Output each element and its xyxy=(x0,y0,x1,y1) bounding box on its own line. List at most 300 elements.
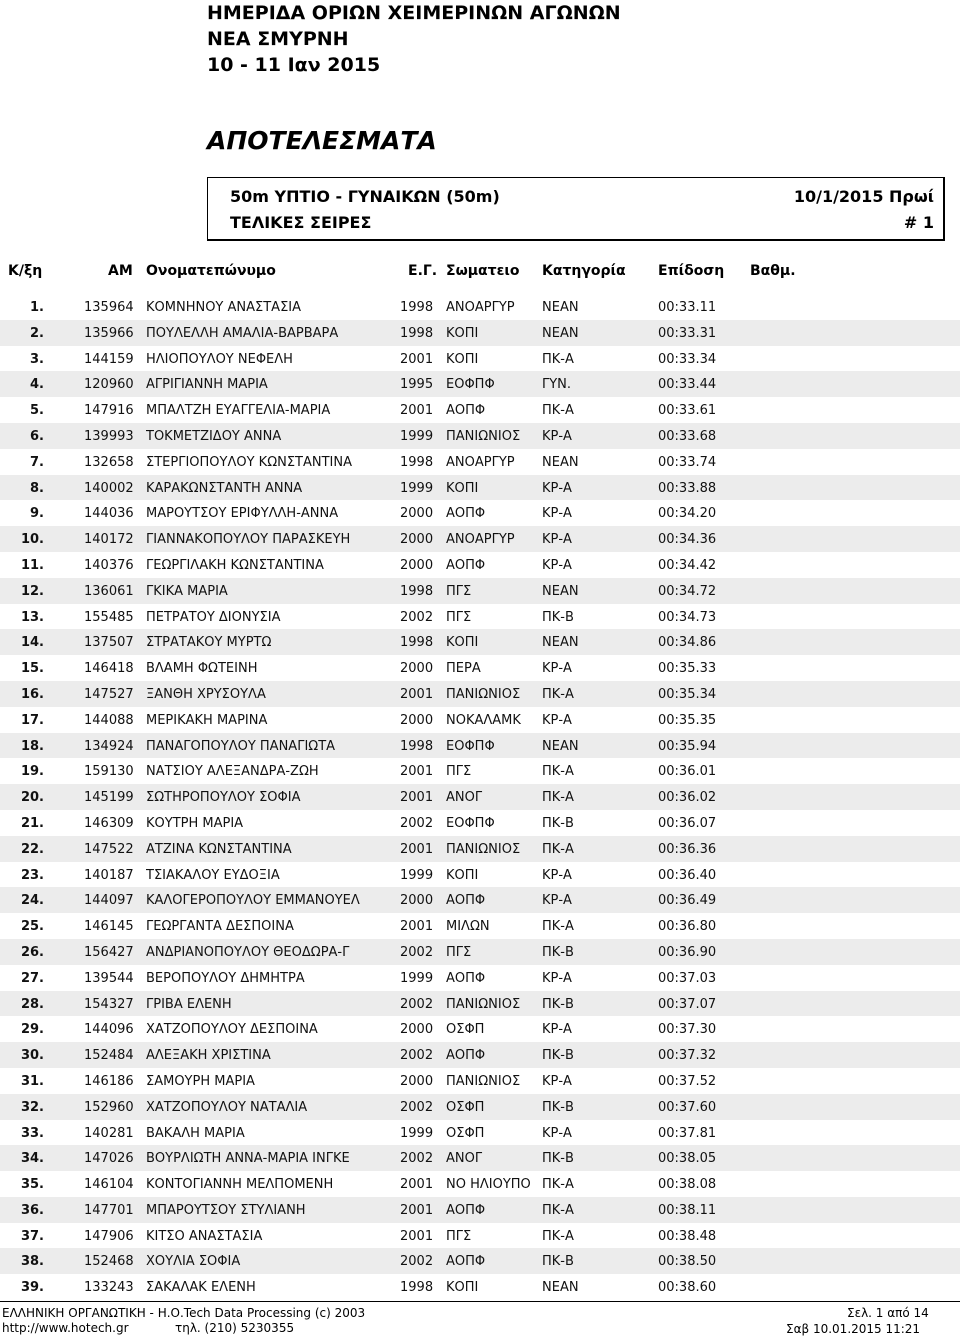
result-am: 146186 xyxy=(84,1073,134,1089)
result-time: 00:37.32 xyxy=(658,1048,717,1064)
result-name: ΣΑΜΟΥΡΗ ΜΑΡΙΑ xyxy=(146,1073,255,1089)
result-category: ΠΚ-Α xyxy=(542,1177,574,1193)
table-row xyxy=(0,294,960,320)
result-year: 1998 xyxy=(400,454,434,470)
result-time: 00:33.31 xyxy=(658,325,717,341)
result-category: ΚΡ-Α xyxy=(542,970,572,986)
result-pos: 39. xyxy=(20,1280,44,1296)
result-category: ΠΚ-Β xyxy=(542,815,574,831)
result-pos: 25. xyxy=(20,919,44,935)
result-am: 133243 xyxy=(84,1280,134,1296)
result-time: 00:34.36 xyxy=(658,532,717,548)
result-category: ΠΚ-Α xyxy=(542,841,574,857)
result-category: ΝΕΑΝ xyxy=(542,325,579,341)
table-row xyxy=(0,836,960,862)
result-name: ΚΟΜΝΗΝΟΥ ΑΝΑΣΤΑΣΙΑ xyxy=(146,300,302,315)
result-club: ΟΣΦΠ xyxy=(446,1022,485,1038)
result-am: 144088 xyxy=(84,712,134,728)
table-row xyxy=(0,733,960,759)
table-row xyxy=(0,346,960,372)
result-time: 00:37.52 xyxy=(658,1073,717,1089)
result-year: 2000 xyxy=(400,532,434,548)
result-year: 2000 xyxy=(400,1073,434,1089)
result-time: 00:35.35 xyxy=(658,712,717,728)
result-am: 140002 xyxy=(84,480,134,496)
result-year: 1999 xyxy=(400,867,434,883)
result-am: 154327 xyxy=(84,996,134,1012)
result-am: 146145 xyxy=(84,919,134,935)
result-time: 00:38.60 xyxy=(658,1280,717,1296)
results-heading: ΑΠΟΤΕΛΕΣΜΑΤΑ xyxy=(207,126,437,155)
result-category: ΠΚ-Α xyxy=(542,403,574,419)
result-name: ΚΑΛΟΓΕΡΟΠΟΥΛΟΥ ΕΜΜΑΝΟΥΕΛ xyxy=(146,893,360,909)
result-pos: 8. xyxy=(30,480,44,496)
result-category: ΠΚ-Α xyxy=(542,686,574,702)
result-time: 00:34.20 xyxy=(658,506,717,522)
result-club: ΑΟΠΦ xyxy=(446,1254,486,1270)
result-am: 156427 xyxy=(84,944,134,960)
result-year: 2000 xyxy=(400,661,434,677)
result-year: 1999 xyxy=(400,480,434,496)
result-name: ΓΕΩΡΓΑΝΤΑ ΔΕΣΠΟΙΝΑ xyxy=(146,919,294,935)
result-am: 155485 xyxy=(84,609,134,625)
result-category: ΠΚ-Β xyxy=(542,1151,574,1167)
table-row xyxy=(0,500,960,526)
result-year: 1998 xyxy=(400,300,434,315)
result-time: 00:34.86 xyxy=(658,635,717,651)
result-club: ΑΟΠΦ xyxy=(446,403,486,419)
result-year: 1998 xyxy=(400,738,434,754)
result-category: ΝΕΑΝ xyxy=(542,454,579,470)
result-time: 00:36.02 xyxy=(658,790,717,806)
result-pos: 37. xyxy=(20,1228,44,1244)
result-name: ΚΙΤΣΟ ΑΝΑΣΤΑΣΙΑ xyxy=(146,1228,263,1244)
result-category: ΠΚ-Β xyxy=(542,996,574,1012)
result-club: ΠΓΣ xyxy=(446,944,472,960)
result-pos: 28. xyxy=(20,996,44,1012)
result-am: 147026 xyxy=(84,1151,134,1167)
result-year: 2001 xyxy=(400,403,434,419)
result-category: ΠΚ-Β xyxy=(542,944,574,960)
result-pos: 6. xyxy=(30,428,44,444)
table-row xyxy=(0,965,960,991)
result-year: 1998 xyxy=(400,635,434,651)
result-year: 1998 xyxy=(400,325,434,341)
result-pos: 15. xyxy=(20,661,44,677)
result-name: ΞΑΝΘΗ ΧΡΥΣΟΥΛΑ xyxy=(146,686,266,702)
result-club: ΠΑΝΙΩΝΙΟΣ xyxy=(446,686,521,702)
result-club: ΕΟΦΠΦ xyxy=(446,377,495,393)
result-club: ΚΟΠΙ xyxy=(446,867,479,883)
result-name: ΣΑΚΑΛΑΚ ΕΛΕΝΗ xyxy=(146,1280,256,1296)
result-time: 00:37.03 xyxy=(658,970,717,986)
result-name: ΧΑΤΖΟΠΟΥΛΟΥ ΔΕΣΠΟΙΝΑ xyxy=(146,1022,318,1038)
result-year: 1999 xyxy=(400,1125,434,1141)
table-row xyxy=(0,758,960,784)
result-category: ΚΡ-Α xyxy=(542,428,572,444)
result-category: ΠΚ-Α xyxy=(542,764,574,780)
footer-url: http://www.hotech.gr xyxy=(2,1321,129,1335)
result-am: 139544 xyxy=(84,970,134,986)
result-time: 00:37.60 xyxy=(658,1099,717,1115)
result-time: 00:35.94 xyxy=(658,738,717,754)
table-row xyxy=(0,1042,960,1068)
result-time: 00:36.07 xyxy=(658,815,717,831)
result-pos: 30. xyxy=(20,1048,44,1064)
result-am: 152960 xyxy=(84,1099,134,1115)
table-row xyxy=(0,939,960,965)
result-pos: 1. xyxy=(30,300,44,315)
result-club: ΑΟΠΦ xyxy=(446,506,486,522)
table-row xyxy=(0,1274,960,1300)
result-time: 00:33.34 xyxy=(658,351,717,367)
result-club: ΚΟΠΙ xyxy=(446,480,479,496)
result-name: ΚΟΝΤΟΓΙΑΝΝΗ ΜΕΛΠΟΜΕΝΗ xyxy=(146,1177,334,1193)
table-row xyxy=(0,681,960,707)
col-club: Σωματειο xyxy=(446,263,520,279)
result-club: ΑΝΟΓ xyxy=(446,1151,483,1167)
result-am: 146418 xyxy=(84,661,134,677)
result-pos: 20. xyxy=(20,790,44,806)
result-club: ΑΟΠΦ xyxy=(446,970,486,986)
result-club: ΑΝΟΓ xyxy=(446,790,483,806)
result-club: ΟΣΦΠ xyxy=(446,1125,485,1141)
table-row xyxy=(0,1248,960,1274)
result-time: 00:36.80 xyxy=(658,919,717,935)
result-name: ΧΟΥΛΙΑ ΣΟΦΙΑ xyxy=(146,1254,241,1270)
event-series: ΤΕΛΙΚΕΣ ΣΕΙΡΕΣ xyxy=(230,213,372,232)
result-year: 1995 xyxy=(400,377,434,393)
table-row xyxy=(0,991,960,1017)
table-row xyxy=(0,423,960,449)
table-row xyxy=(0,629,960,655)
result-category: ΠΚ-Β xyxy=(542,609,574,625)
result-category: ΚΡ-Α xyxy=(542,661,572,677)
result-pos: 31. xyxy=(20,1073,44,1089)
result-pos: 5. xyxy=(30,403,44,419)
result-year: 2002 xyxy=(400,996,434,1012)
table-row xyxy=(0,371,960,397)
result-am: 147701 xyxy=(84,1202,134,1218)
result-am: 144036 xyxy=(84,506,134,522)
result-category: ΚΡ-Α xyxy=(542,867,572,883)
result-pos: 3. xyxy=(30,351,44,367)
result-am: 147522 xyxy=(84,841,134,857)
result-category: ΠΚ-Β xyxy=(542,1254,574,1270)
result-am: 136061 xyxy=(84,583,134,599)
table-row xyxy=(0,784,960,810)
result-time: 00:38.05 xyxy=(658,1151,717,1167)
footer-divider xyxy=(0,1301,960,1302)
result-year: 2002 xyxy=(400,815,434,831)
result-category: ΠΚ-Β xyxy=(542,1048,574,1064)
footer-phone: τηλ. (210) 5230355 xyxy=(175,1321,295,1335)
result-year: 2001 xyxy=(400,351,434,367)
result-category: ΚΡ-Α xyxy=(542,893,572,909)
result-club: ΝΟΚΑΛΑΜΚ xyxy=(446,712,521,728)
result-club: ΠΑΝΙΩΝΙΟΣ xyxy=(446,428,521,444)
result-time: 00:36.01 xyxy=(658,764,717,780)
result-year: 2000 xyxy=(400,557,434,573)
result-club: ΚΟΠΙ xyxy=(446,351,479,367)
result-name: ΒΕΡΟΠΟΥΛΟΥ ΔΗΜΗΤΡΑ xyxy=(146,970,305,986)
result-category: ΚΡ-Α xyxy=(542,1022,572,1038)
result-year: 1998 xyxy=(400,583,434,599)
footer-page: Σελ. 1 από 14 xyxy=(847,1306,929,1320)
result-am: 147527 xyxy=(84,686,134,702)
result-time: 00:38.48 xyxy=(658,1228,717,1244)
table-row xyxy=(0,1197,960,1223)
result-time: 00:36.90 xyxy=(658,944,717,960)
result-am: 134924 xyxy=(84,738,134,754)
result-category: ΓΥΝ. xyxy=(542,377,572,393)
table-row xyxy=(0,526,960,552)
result-pos: 22. xyxy=(20,841,44,857)
result-name: ΤΟΚΜΕΤΖΙΔΟΥ ΑΝΝΑ xyxy=(146,428,282,444)
result-category: ΠΚ-Α xyxy=(542,1228,574,1244)
result-pos: 10. xyxy=(20,532,44,548)
result-am: 140281 xyxy=(84,1125,134,1141)
result-pos: 4. xyxy=(30,377,44,393)
result-name: ΑΝΔΡΙΑΝΟΠΟΥΛΟΥ ΘΕΟΔΩΡΑ-Γ xyxy=(146,944,350,960)
result-am: 132658 xyxy=(84,454,134,470)
table-row xyxy=(0,1145,960,1171)
result-am: 147906 xyxy=(84,1228,134,1244)
result-am: 147916 xyxy=(84,403,134,419)
result-club: ΠΓΣ xyxy=(446,764,472,780)
result-year: 2001 xyxy=(400,919,434,935)
result-club: ΑΟΠΦ xyxy=(446,557,486,573)
result-pos: 36. xyxy=(20,1202,44,1218)
result-year: 2001 xyxy=(400,1228,434,1244)
result-name: ΤΣΙΑΚΑΛΟΥ ΕΥΔΟΞΙΑ xyxy=(146,867,280,883)
result-year: 2001 xyxy=(400,841,434,857)
table-row xyxy=(0,1120,960,1146)
result-time: 00:33.61 xyxy=(658,403,717,419)
result-name: ΑΛΕΞΑΚΗ ΧΡΙΣΤΙΝΑ xyxy=(146,1048,271,1064)
result-time: 00:38.08 xyxy=(658,1177,717,1193)
table-row xyxy=(0,475,960,501)
table-row xyxy=(0,1016,960,1042)
col-year: Ε.Γ. xyxy=(408,263,438,279)
result-time: 00:34.73 xyxy=(658,609,717,625)
result-category: ΠΚ-Β xyxy=(542,1099,574,1115)
result-pos: 16. xyxy=(20,686,44,702)
event-name: 50m ΥΠΤΙΟ - ΓΥΝΑΙΚΩΝ (50m) xyxy=(230,187,500,206)
result-category: ΠΚ-Α xyxy=(542,919,574,935)
result-name: ΠΕΤΡΑΤΟΥ ΔΙΟΝΥΣΙΑ xyxy=(146,609,281,625)
result-pos: 18. xyxy=(20,738,44,754)
event-datetime: 10/1/2015 Πρωί xyxy=(793,187,934,206)
result-name: ΑΓΡΙΓΙΑΝΝΗ ΜΑΡΙΑ xyxy=(146,377,268,393)
result-pos: 2. xyxy=(30,325,44,341)
result-category: ΚΡ-Α xyxy=(542,506,572,522)
result-name: ΧΑΤΖΟΠΟΥΛΟΥ ΝΑΤΑΛΙΑ xyxy=(146,1099,308,1115)
result-time: 00:34.42 xyxy=(658,557,717,573)
result-category: ΠΚ-Α xyxy=(542,1202,574,1218)
table-row xyxy=(0,578,960,604)
result-time: 00:36.40 xyxy=(658,867,717,883)
col-category: Κατηγορία xyxy=(542,263,626,279)
result-year: 2001 xyxy=(400,686,434,702)
result-year: 1998 xyxy=(400,1280,434,1296)
result-pos: 29. xyxy=(20,1022,44,1038)
result-name: ΜΑΡΟΥΤΣΟΥ ΕΡΙΦΥΛΛΗ-ΑΝΝΑ xyxy=(146,506,339,522)
result-pos: 17. xyxy=(20,712,44,728)
result-year: 1999 xyxy=(400,970,434,986)
result-category: ΚΡ-Α xyxy=(542,1125,572,1141)
result-name: ΓΡΙΒΑ ΕΛΕΝΗ xyxy=(146,996,232,1012)
table-row xyxy=(0,810,960,836)
result-category: ΚΡ-Α xyxy=(542,712,572,728)
result-name: ΓΙΑΝΝΑΚΟΠΟΥΛΟΥ ΠΑΡΑΣΚΕΥΗ xyxy=(146,532,351,548)
result-year: 2000 xyxy=(400,1022,434,1038)
heat-number: # 1 xyxy=(903,213,934,232)
result-name: ΒΟΥΡΛΙΩΤΗ ΑΝΝΑ-ΜΑΡΙΑ ΙΝΓΚΕ xyxy=(146,1151,350,1167)
result-club: ΑΟΠΦ xyxy=(446,1202,486,1218)
result-time: 00:33.11 xyxy=(658,300,717,315)
result-year: 1999 xyxy=(400,428,434,444)
result-year: 2000 xyxy=(400,893,434,909)
result-category: ΚΡ-Α xyxy=(542,1073,572,1089)
table-row xyxy=(0,397,960,423)
result-pos: 19. xyxy=(20,764,44,780)
result-name: ΠΟΥΛΕΛΛΗ ΑΜΑΛΙΑ-ΒΑΡΒΑΡΑ xyxy=(146,325,339,341)
result-year: 2000 xyxy=(400,506,434,522)
result-category: ΚΡ-Α xyxy=(542,532,572,548)
result-am: 146309 xyxy=(84,815,134,831)
table-row xyxy=(0,655,960,681)
result-year: 2001 xyxy=(400,764,434,780)
result-pos: 32. xyxy=(20,1099,44,1115)
results-table xyxy=(0,294,960,1300)
table-row xyxy=(0,862,960,888)
result-am: 152484 xyxy=(84,1048,134,1064)
result-name: ΜΠΑΛΤΖΗ ΕΥΑΓΓΕΛΙΑ-ΜΑΡΙΑ xyxy=(146,403,331,419)
result-time: 00:33.88 xyxy=(658,480,717,496)
result-club: ΠΑΝΙΩΝΙΟΣ xyxy=(446,996,521,1012)
result-pos: 11. xyxy=(20,557,44,573)
result-am: 140376 xyxy=(84,557,134,573)
result-pos: 9. xyxy=(30,506,44,522)
result-club: ΚΟΠΙ xyxy=(446,325,479,341)
result-pos: 23. xyxy=(20,867,44,883)
result-time: 00:37.30 xyxy=(658,1022,717,1038)
result-name: ΣΤΕΡΓΙΟΠΟΥΛΟΥ ΚΩΝΣΤΑΝΤΙΝΑ xyxy=(146,454,353,470)
result-club: ΑΝΟΑΡΓΥΡ xyxy=(446,454,515,470)
result-club: ΕΟΦΠΦ xyxy=(446,738,495,754)
result-time: 00:37.07 xyxy=(658,996,717,1012)
result-club: ΑΝΟΑΡΓΥΡ xyxy=(446,532,515,548)
result-time: 00:35.34 xyxy=(658,686,717,702)
meet-venue: ΝΕΑ ΣΜΥΡΝΗ xyxy=(207,28,349,50)
result-club: ΠΓΣ xyxy=(446,583,472,599)
result-name: ΒΑΚΑΛΗ ΜΑΡΙΑ xyxy=(146,1125,245,1141)
result-category: ΚΡ-Α xyxy=(542,557,572,573)
result-time: 00:37.81 xyxy=(658,1125,717,1141)
result-club: ΑΟΠΦ xyxy=(446,1048,486,1064)
result-name: ΑΤΖΙΝΑ ΚΩΝΣΤΑΝΤΙΝΑ xyxy=(146,841,292,857)
result-club: ΑΝΟΑΡΓΥΡ xyxy=(446,300,515,315)
result-time: 00:36.36 xyxy=(658,841,717,857)
result-am: 120960 xyxy=(84,377,134,393)
col-name: Ονοματεπώνυμο xyxy=(146,263,276,279)
result-club: ΚΟΠΙ xyxy=(446,635,479,651)
result-am: 146104 xyxy=(84,1177,134,1193)
result-time: 00:35.33 xyxy=(658,661,717,677)
result-name: ΓΕΩΡΓΙΛΑΚΗ ΚΩΝΣΤΑΝΤΙΝΑ xyxy=(146,557,324,573)
result-category: ΠΚ-Α xyxy=(542,790,574,806)
table-row xyxy=(0,707,960,733)
result-time: 00:34.72 xyxy=(658,583,717,599)
result-name: ΣΤΡΑΤΑΚΟΥ ΜΥΡΤΩ xyxy=(146,635,272,651)
result-club: ΜΙΛΩΝ xyxy=(446,919,490,935)
result-category: ΝΕΑΝ xyxy=(542,738,579,754)
result-year: 2002 xyxy=(400,1151,434,1167)
result-category: ΠΚ-Α xyxy=(542,351,574,367)
result-pos: 38. xyxy=(20,1254,44,1270)
result-am: 140172 xyxy=(84,532,134,548)
result-pos: 24. xyxy=(20,893,44,909)
result-year: 2001 xyxy=(400,1177,434,1193)
result-pos: 27. xyxy=(20,970,44,986)
table-row xyxy=(0,604,960,630)
result-time: 00:33.44 xyxy=(658,377,717,393)
result-pos: 14. xyxy=(20,635,44,651)
result-category: ΝΕΑΝ xyxy=(542,635,579,651)
meet-title: ΗΜΕΡΙΔΑ ΟΡΙΩΝ ΧΕΙΜΕΡΙΝΩΝ ΑΓΩΝΩΝ xyxy=(207,2,621,24)
result-club: ΚΟΠΙ xyxy=(446,1280,479,1296)
result-year: 2002 xyxy=(400,944,434,960)
result-name: ΓΚΙΚΑ ΜΑΡΙΑ xyxy=(146,583,228,599)
result-category: ΝΕΑΝ xyxy=(542,1280,579,1296)
table-row xyxy=(0,1223,960,1249)
result-name: ΚΑΡΑΚΩΝΣΤΑΝΤΗ ΑΝΝΑ xyxy=(146,480,303,496)
table-row xyxy=(0,552,960,578)
result-year: 2002 xyxy=(400,1254,434,1270)
result-name: ΝΑΤΣΙΟΥ ΑΛΕΞΑΝΔΡΑ-ΖΩΗ xyxy=(146,764,319,780)
result-club: ΑΟΠΦ xyxy=(446,893,486,909)
result-year: 2001 xyxy=(400,1202,434,1218)
result-am: 144096 xyxy=(84,1022,134,1038)
result-am: 140187 xyxy=(84,867,134,883)
result-pos: 34. xyxy=(20,1151,44,1167)
col-grade: Βαθμ. xyxy=(750,263,796,279)
result-year: 2002 xyxy=(400,1099,434,1115)
result-time: 00:33.68 xyxy=(658,428,717,444)
result-am: 144097 xyxy=(84,893,134,909)
col-am: ΑΜ xyxy=(108,263,133,279)
result-time: 00:36.49 xyxy=(658,893,717,909)
result-pos: 21. xyxy=(20,815,44,831)
result-pos: 33. xyxy=(20,1125,44,1141)
result-name: ΚΟΥΤΡΗ ΜΑΡΙΑ xyxy=(146,815,244,831)
table-row xyxy=(0,913,960,939)
footer-org: ΕΛΛΗΝΙΚΗ ΟΡΓΑΝΩΤΙΚΗ - Η.Ο.Tech Data Processing (c) 2003 xyxy=(2,1306,366,1320)
result-year: 2000 xyxy=(400,712,434,728)
result-pos: 35. xyxy=(20,1177,44,1193)
result-name: ΣΩΤΗΡΟΠΟΥΛΟΥ ΣΟΦΙΑ xyxy=(146,790,301,806)
result-name: ΠΑΝΑΓΟΠΟΥΛΟΥ ΠΑΝΑΓΙΩΤΑ xyxy=(146,738,336,754)
result-category: ΚΡ-Α xyxy=(542,480,572,496)
table-row xyxy=(0,887,960,913)
table-row xyxy=(0,449,960,475)
result-category: ΝΕΑΝ xyxy=(542,583,579,599)
result-club: ΠΓΣ xyxy=(446,1228,472,1244)
result-club: ΠΕΡΑ xyxy=(446,661,481,677)
result-name: ΒΛΑΜΗ ΦΩΤΕΙΝΗ xyxy=(146,661,258,677)
table-row xyxy=(0,1068,960,1094)
